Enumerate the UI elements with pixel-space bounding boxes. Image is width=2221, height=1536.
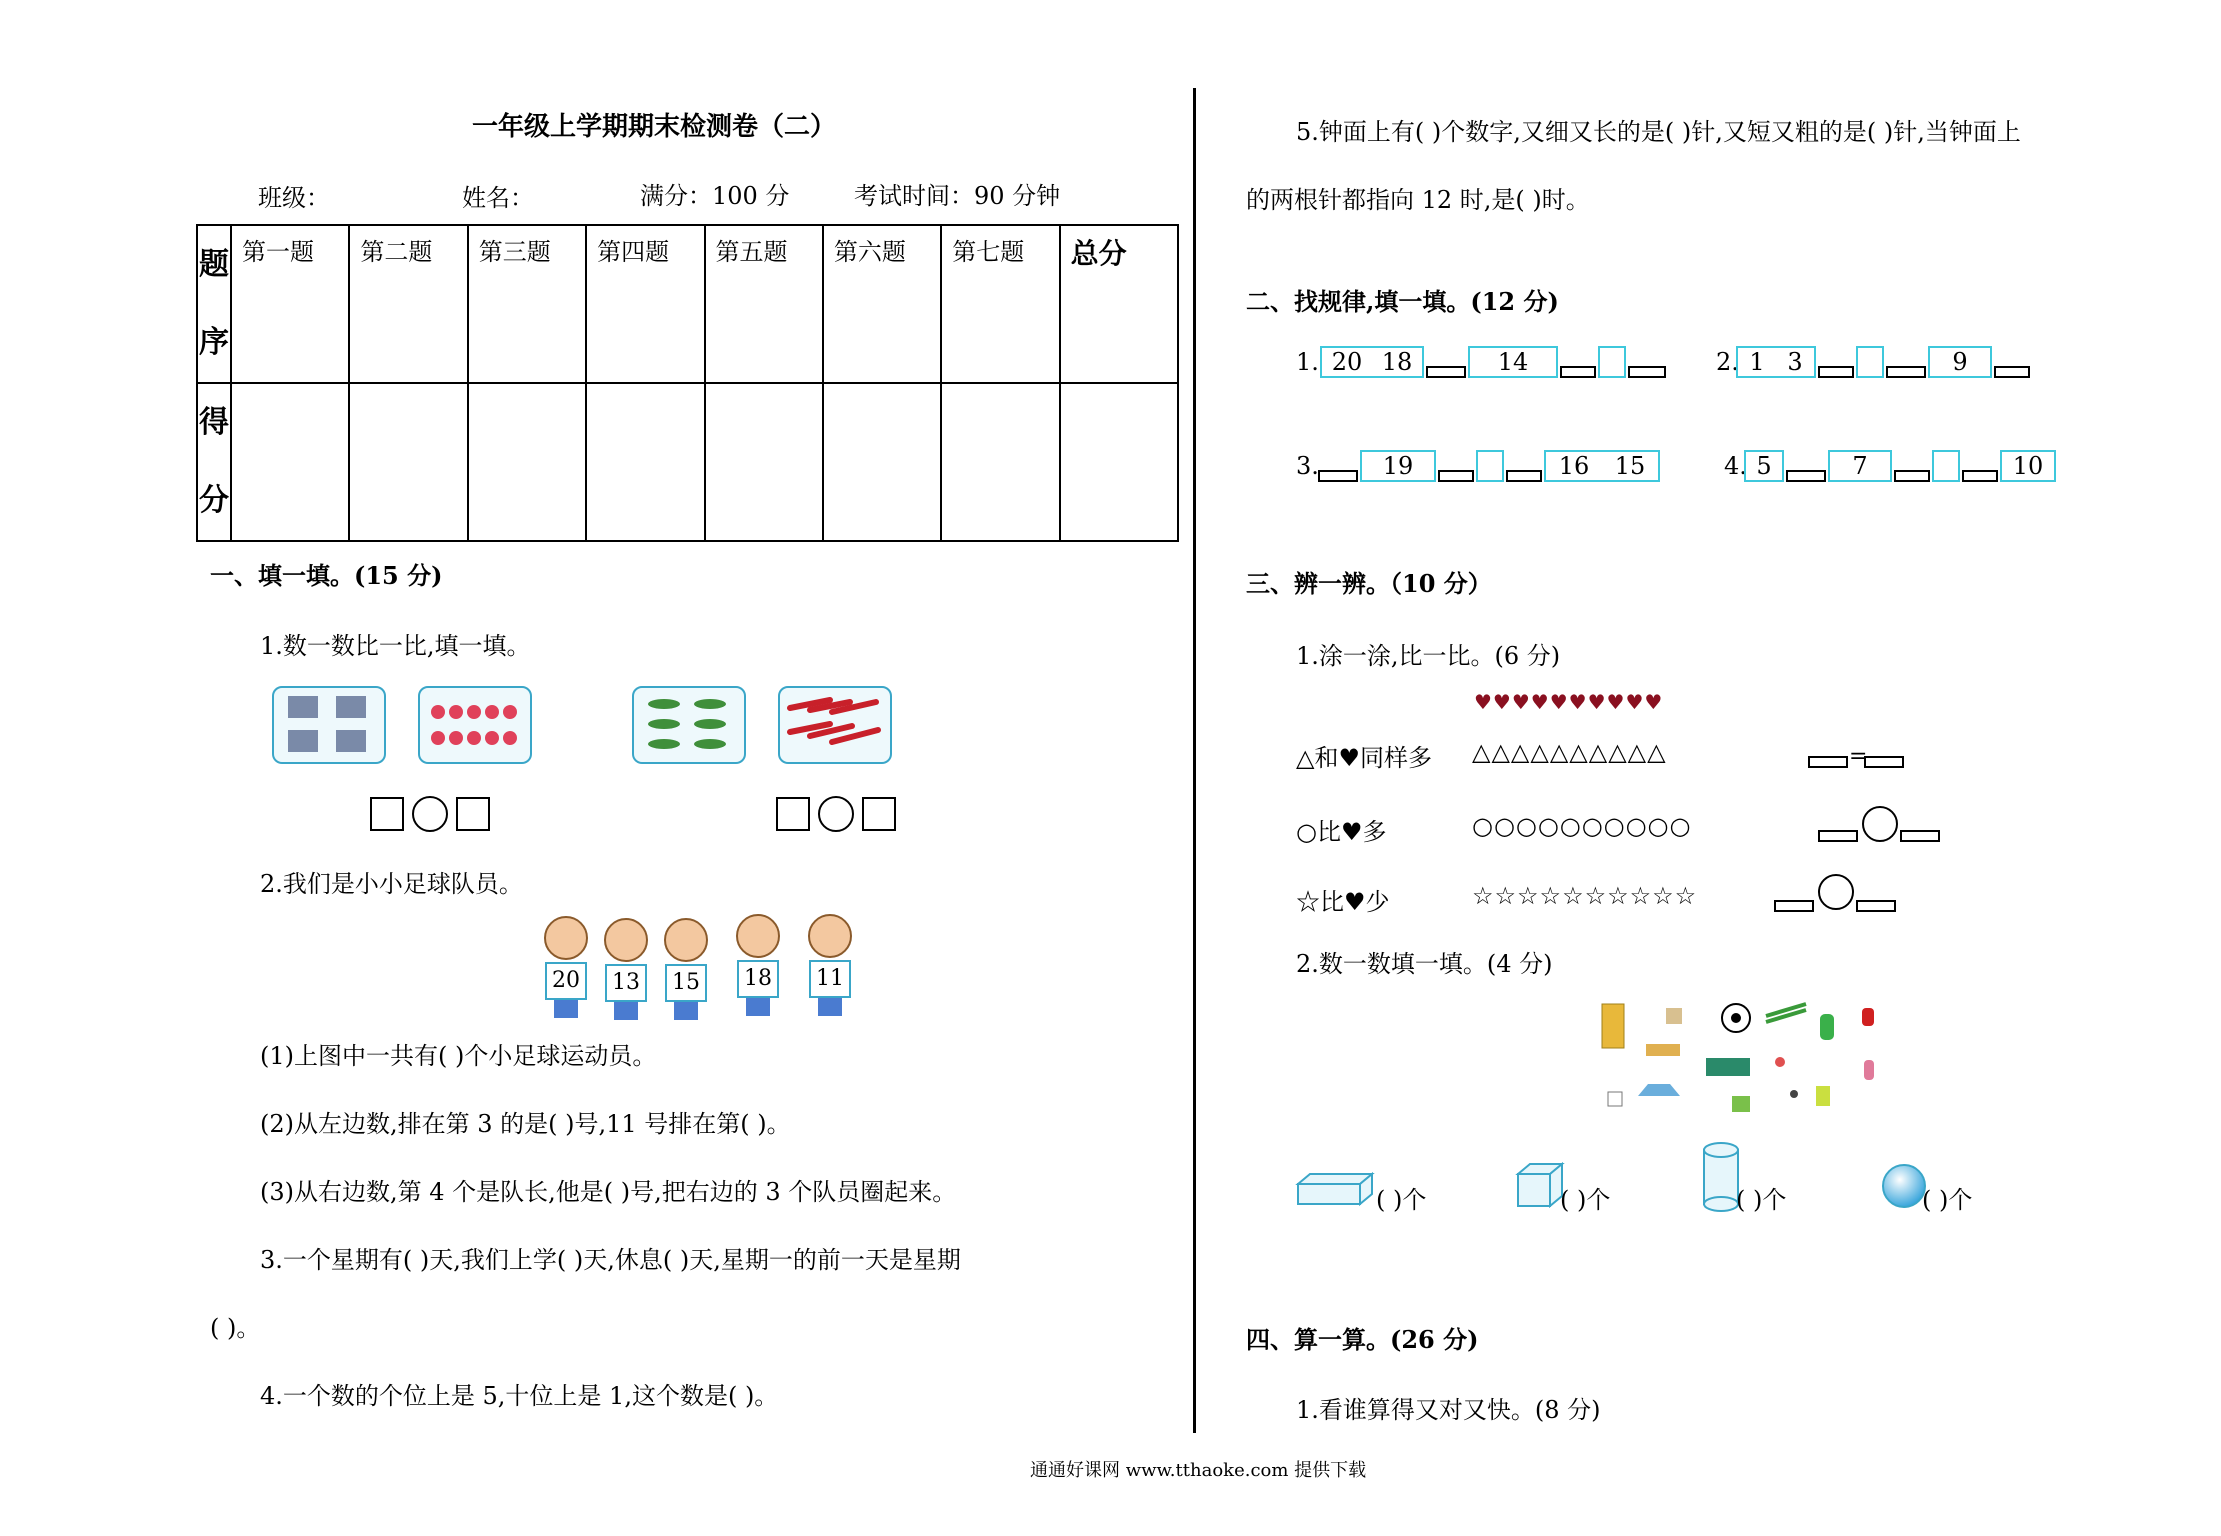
footer-text: 通通好课网 www.tthaoke.com 提供下载 [1030, 1460, 1367, 1481]
score-cell[interactable] [586, 383, 704, 541]
col-header: 第三题 [468, 225, 586, 383]
score-table [196, 224, 1179, 542]
blank-box[interactable] [1808, 756, 1848, 768]
blank-box[interactable] [1994, 366, 2030, 378]
q5-text-a: 5.钟面上有( )个数字,又细又长的是( )针,又短又粗的是( )针,当钟面上 [1296, 118, 2021, 146]
compare-left[interactable] [370, 796, 490, 832]
player-head-icon [664, 918, 708, 962]
q2-text: 2.我们是小小足球队员。 [260, 870, 523, 898]
player-number: 15 [665, 964, 707, 1002]
table-row [197, 225, 1178, 383]
blank-box[interactable] [1894, 470, 1930, 482]
blank-box[interactable] [1886, 366, 1926, 378]
pattern4-box: 7 [1828, 450, 1892, 482]
s3-q2-text: 2.数一数填一填。(4 分) [1296, 950, 1553, 978]
stars-row[interactable]: ☆☆☆☆☆☆☆☆☆☆ [1472, 882, 1698, 910]
row3-label: ☆比♥少 [1296, 888, 1390, 916]
row-head-order: 题 序 [197, 225, 231, 383]
pattern1-box: 14 [1468, 346, 1558, 378]
answer-circle[interactable] [1862, 806, 1898, 842]
pattern4-box[interactable] [1932, 450, 1960, 482]
compare-right[interactable] [776, 796, 896, 832]
pattern3-box[interactable] [1476, 450, 1504, 482]
q4-text: 4.一个数的个位上是 5,十位上是 1,这个数是( )。 [260, 1382, 779, 1410]
blank-box[interactable] [1506, 470, 1542, 482]
triangles-row[interactable]: △△△△△△△△△△ [1472, 738, 1667, 766]
q3-text-b: ( )。 [210, 1314, 261, 1342]
blank-box[interactable] [1786, 470, 1826, 482]
flowers-picture [418, 686, 532, 764]
cucumbers-picture [632, 686, 746, 764]
answer-square[interactable] [776, 797, 810, 831]
pattern4-box: 10 [2000, 450, 2056, 482]
blank-box[interactable] [1900, 830, 1940, 842]
answer-square[interactable] [456, 797, 490, 831]
score-cell[interactable] [941, 383, 1059, 541]
pattern1-box: 20 18 [1320, 346, 1424, 378]
exam-time: 考试时间：90 分钟 [854, 182, 1061, 210]
pattern3-box: 16 15 [1544, 450, 1660, 482]
sphere-count[interactable]: ( )个 [1922, 1186, 1973, 1214]
player-head-icon [544, 916, 588, 960]
pepper-icon [780, 688, 890, 762]
section1-title: 一、填一填。(15 分) [210, 561, 443, 590]
answer-circle[interactable] [818, 796, 854, 832]
row2-label: ○比♥多 [1296, 818, 1387, 846]
answer-square[interactable] [370, 797, 404, 831]
player-figure [544, 916, 588, 1018]
blank-box[interactable] [1438, 470, 1474, 482]
pattern2-box: 1 3 [1736, 346, 1816, 378]
pattern2-label: 2. [1716, 348, 1739, 376]
row-head-score: 得 分 [197, 383, 231, 541]
q5-text-b: 的两根针都指向 12 时,是( )时。 [1246, 186, 1590, 214]
answer-circle[interactable] [1818, 874, 1854, 910]
cube-count[interactable]: ( )个 [1560, 1186, 1611, 1214]
pattern3-label: 3. [1296, 452, 1319, 480]
score-cell[interactable] [231, 383, 349, 541]
player-number: 18 [737, 960, 779, 998]
cuboid-count[interactable]: ( )个 [1376, 1186, 1427, 1214]
player-head-icon [808, 914, 852, 958]
cube-icon [1514, 1160, 1566, 1212]
pattern4-label: 4. [1724, 452, 1747, 480]
s3-q1-text: 1.涂一涂,比一比。(6 分) [1296, 642, 1561, 670]
blank-box[interactable] [1856, 900, 1896, 912]
flower-icon [420, 688, 530, 762]
q2-3-text: (3)从右边数,第 4 个是队长,他是( )号,把右边的 3 个队员圈起来。 [260, 1178, 957, 1206]
blank-box[interactable] [1628, 366, 1666, 378]
q2-2-text: (2)从左边数,排在第 3 的是( )号,11 号排在第( )。 [260, 1110, 791, 1138]
col-header: 第二题 [349, 225, 467, 383]
blank-box[interactable] [1864, 756, 1904, 768]
pattern1-box[interactable] [1598, 346, 1626, 378]
column-divider [1193, 88, 1196, 1433]
hearts-row: ♥♥♥♥♥♥♥♥♥♥ [1474, 690, 1664, 714]
player-figure [664, 918, 708, 1020]
exam-title: 一年级上学期期末检测卷（二） [472, 112, 837, 142]
blank-box[interactable] [1560, 366, 1596, 378]
col-header-total: 总分 [1060, 225, 1178, 383]
player-head-icon [736, 914, 780, 958]
player-figure [808, 914, 852, 1016]
table-row [197, 383, 1178, 541]
pattern1-label: 1. [1296, 348, 1319, 376]
pattern2-box: 9 [1928, 346, 1992, 378]
score-cell[interactable] [1060, 383, 1178, 541]
full-score: 满分：100 分 [640, 182, 790, 210]
section2-title: 二、找规律,填一填。(12 分) [1246, 287, 1559, 316]
col-header: 第五题 [705, 225, 823, 383]
blank-box[interactable] [1318, 470, 1358, 482]
col-header: 第六题 [823, 225, 941, 383]
equals-sign: = [1849, 744, 1868, 769]
answer-square[interactable] [862, 797, 896, 831]
computer-icon [274, 688, 384, 762]
circles-row[interactable]: ○○○○○○○○○○ [1472, 812, 1692, 840]
blank-box[interactable] [1426, 366, 1466, 378]
blank-box[interactable] [1774, 900, 1814, 912]
class-label: 班级： [258, 184, 330, 212]
score-cell[interactable] [468, 383, 586, 541]
q1-text: 1.数一数比一比,填一填。 [260, 632, 531, 660]
blank-box[interactable] [1818, 366, 1854, 378]
solids-illustration [1590, 996, 1890, 1116]
s4-q1-text: 1.看谁算得又对又快。(8 分) [1296, 1396, 1601, 1424]
q3-text-a: 3.一个星期有( )天,我们上学( )天,休息( )天,星期一的前一天是星期 [260, 1246, 961, 1274]
section4-title: 四、算一算。(26 分) [1246, 1325, 1479, 1354]
pattern2-box[interactable] [1856, 346, 1884, 378]
player-figure [736, 914, 780, 1016]
score-cell[interactable] [823, 383, 941, 541]
section3-title: 三、辨一辨。（10 分） [1246, 569, 1492, 598]
row1-label: △和♥同样多 [1296, 744, 1432, 772]
q2-1-text: (1)上图中一共有( )个小足球运动员。 [260, 1042, 657, 1070]
player-number: 11 [809, 960, 851, 998]
cylinder-count[interactable]: ( )个 [1736, 1186, 1787, 1214]
player-number: 20 [545, 962, 587, 1000]
computers-picture [272, 686, 386, 764]
cucumber-icon [634, 688, 744, 762]
col-header: 第七题 [941, 225, 1059, 383]
cuboid-icon [1290, 1170, 1380, 1210]
pattern4-box: 5 [1744, 450, 1784, 482]
player-figure [604, 918, 648, 1020]
blank-box[interactable] [1962, 470, 1998, 482]
pattern3-box: 19 [1360, 450, 1436, 482]
col-header: 第一题 [231, 225, 349, 383]
player-number: 13 [605, 964, 647, 1002]
score-cell[interactable] [705, 383, 823, 541]
peppers-picture [778, 686, 892, 764]
blank-box[interactable] [1818, 830, 1858, 842]
sphere-icon [1880, 1162, 1928, 1210]
score-cell[interactable] [349, 383, 467, 541]
col-header: 第四题 [586, 225, 704, 383]
name-label: 姓名： [462, 184, 534, 212]
answer-circle[interactable] [412, 796, 448, 832]
player-head-icon [604, 918, 648, 962]
